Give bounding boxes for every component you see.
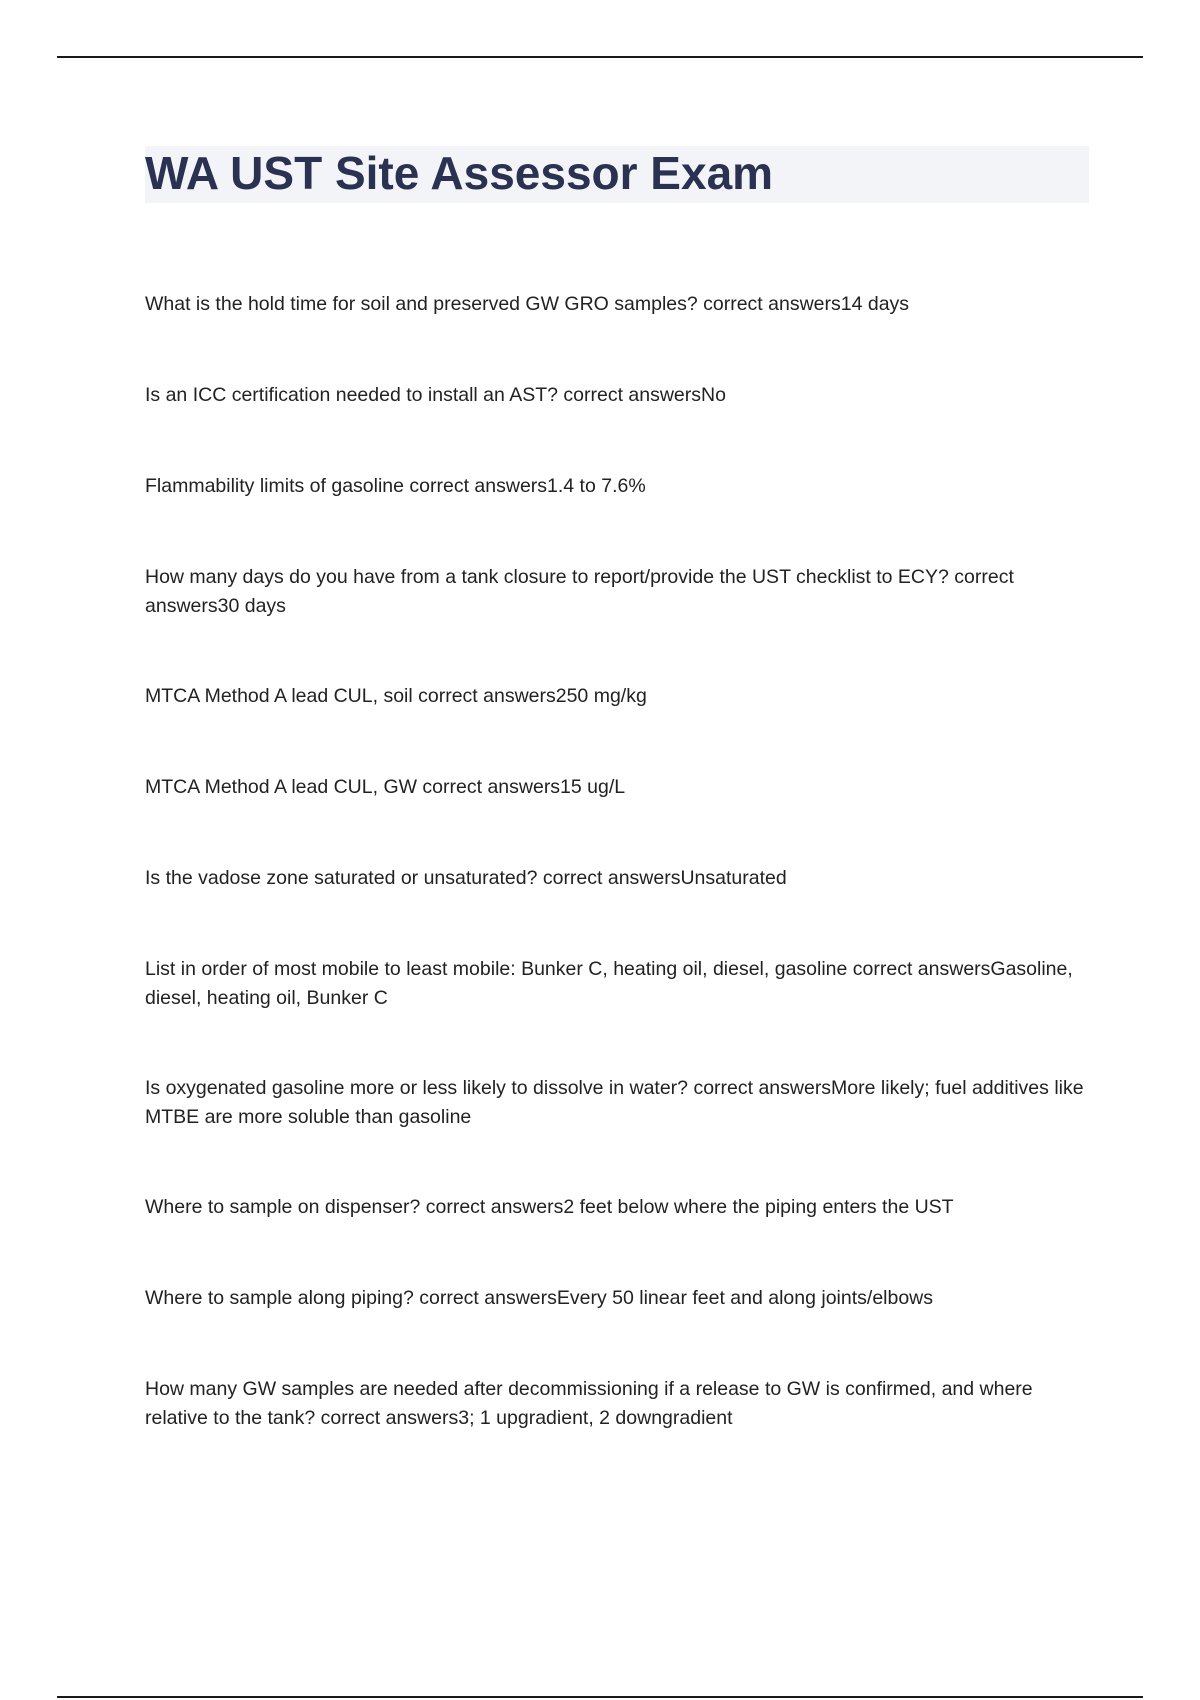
qa-item: Is the vadose zone saturated or unsaturated? correct answersUnsaturated — [145, 867, 787, 889]
qa-item: How many days do you have from a tank closure to report/provide the UST checklist to ECY? correct answers30 days — [145, 566, 1014, 617]
qa-item: Flammability limits of gasoline correct answers1.4 to 7.6% — [145, 475, 646, 497]
header-rule — [57, 56, 1143, 58]
qa-item: MTCA Method A lead CUL, GW correct answers15 ug/L — [145, 776, 626, 798]
footer-rule — [57, 1696, 1143, 1698]
qa-item: How many GW samples are needed after decommissioning if a release to GW is confirmed, and where relative to the tank? correct answers3; 1 upgradient, 2 downgradient — [145, 1378, 1033, 1429]
qa-item: Is an ICC certification needed to install an AST? correct answersNo — [145, 384, 726, 406]
qa-item: List in order of most mobile to least mobile: Bunker C, heating oil, diesel, gasoline correct answersGasoline, diesel, heating oil, Bunker C — [145, 958, 1073, 1009]
qa-item: What is the hold time for soil and preserved GW GRO samples? correct answers14 days — [145, 293, 910, 315]
qa-item: Where to sample on dispenser? correct answers2 feet below where the piping enters the UST — [145, 1196, 954, 1218]
document-title: WA UST Site Assessor Exam — [145, 147, 774, 199]
qa-item: Where to sample along piping? correct answersEvery 50 linear feet and along joints/elbows — [145, 1287, 934, 1309]
question-answer-list — [145, 290, 1089, 1494]
qa-item: Is oxygenated gasoline more or less likely to dissolve in water? correct answersMore likely; fuel additives like MTBE are more soluble than gasoline — [145, 1077, 1084, 1128]
qa-item: MTCA Method A lead CUL, soil correct answers250 mg/kg — [145, 685, 647, 707]
